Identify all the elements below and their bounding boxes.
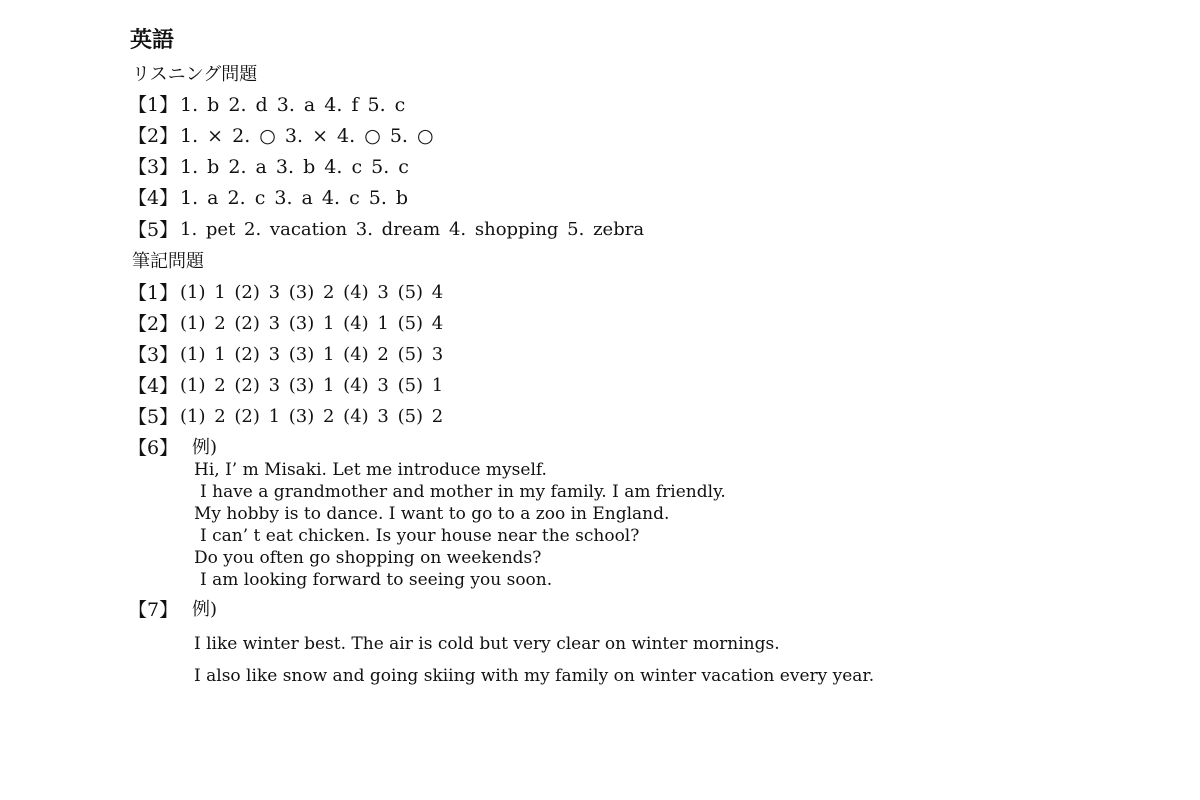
- answer-text: 1. b 2. a 3. b 4. c 5. c: [180, 156, 409, 178]
- example-line: I am looking forward to seeing you soon.: [200, 570, 553, 590]
- answer-text: 1. × 2. ○ 3. × 4. ○ 5. ○: [180, 125, 434, 147]
- answer-text: 1. a 2. c 3. a 4. c 5. b: [180, 187, 409, 209]
- example-paragraph-7: [194, 628, 874, 692]
- question-number: 【3】: [128, 344, 179, 366]
- question-number: 【6】: [128, 437, 179, 459]
- example-line: I have a grandmother and mother in my family. I am friendly.: [200, 482, 726, 502]
- example-paragraph-6: [194, 459, 726, 591]
- example-line: I also like snow and going skiing with my family on winter vacation every year.: [194, 666, 875, 686]
- answer-text: 1. pet 2. vacation 3. dream 4. shopping 5. zebra: [180, 219, 645, 240]
- example-line: Hi, I’ m Misaki. Let me introduce myself.: [194, 460, 547, 480]
- question-number: 【4】: [128, 375, 179, 397]
- question-number: 【5】: [128, 406, 179, 428]
- question-number: 【4】: [128, 187, 179, 209]
- writing-heading: 筆記問題: [132, 251, 204, 272]
- example-line: Do you often go shopping on weekends?: [194, 548, 542, 568]
- answer-text: (1) 1 (2) 3 (3) 2 (4) 3 (5) 4: [180, 282, 444, 303]
- question-number: 【2】: [128, 313, 179, 335]
- example-line: I can’ t eat chicken. Is your house near the school?: [200, 526, 640, 546]
- page-title: 英語: [130, 28, 175, 53]
- answer-text: (1) 1 (2) 3 (3) 1 (4) 2 (5) 3: [180, 344, 444, 365]
- question-number: 【1】: [128, 282, 179, 304]
- question-number: 【2】: [128, 125, 179, 147]
- example-label: 例): [192, 437, 218, 458]
- question-number: 【7】: [128, 599, 179, 621]
- example-line: My hobby is to dance. I want to go to a zoo in England.: [194, 504, 670, 524]
- listening-heading: リスニング問題: [132, 64, 258, 85]
- answer-text: (1) 2 (2) 3 (3) 1 (4) 3 (5) 1: [180, 375, 444, 396]
- question-number: 【3】: [128, 156, 179, 178]
- question-number: 【1】: [128, 94, 179, 116]
- answer-text: (1) 2 (2) 1 (3) 2 (4) 3 (5) 2: [180, 406, 444, 427]
- question-number: 【5】: [128, 219, 179, 241]
- answer-text: (1) 2 (2) 3 (3) 1 (4) 1 (5) 4: [180, 313, 444, 334]
- answer-text: 1. b 2. d 3. a 4. f 5. c: [180, 94, 406, 116]
- example-label: 例): [192, 599, 218, 620]
- example-line: I like winter best. The air is cold but very clear on winter mornings.: [194, 634, 780, 654]
